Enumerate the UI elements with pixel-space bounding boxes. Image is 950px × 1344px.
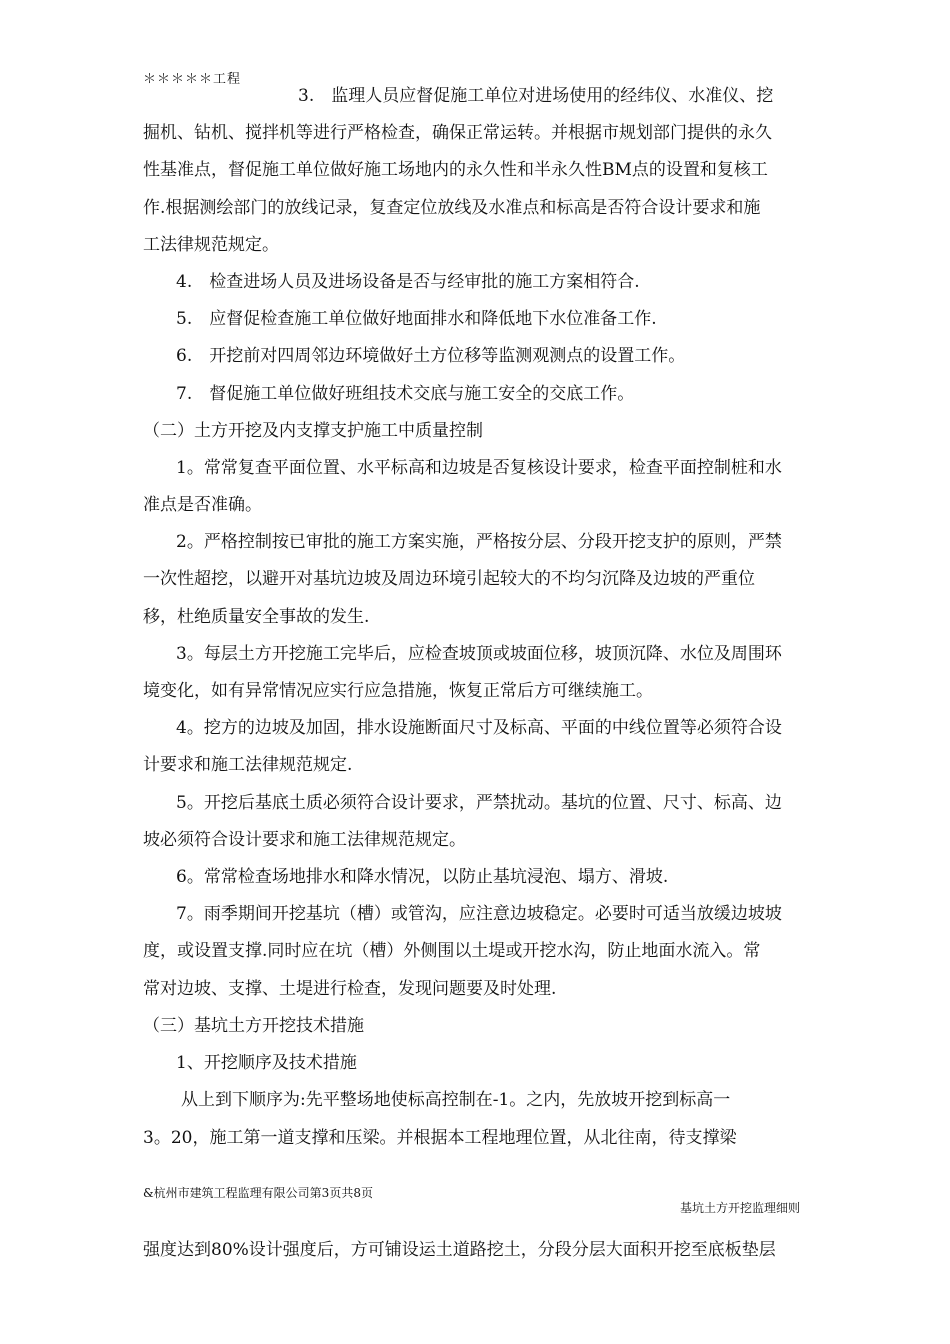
text-line: 7. 督促施工单位做好班组技术交底与施工安全的交底工作。	[176, 384, 635, 404]
text-line: 5. 应督促检查施工单位做好地面排水和降低地下水位准备工作.	[176, 309, 657, 329]
section-heading: （三）基坑土方开挖技术措施	[143, 1016, 364, 1036]
text-line: 3. 监理人员应督促施工单位对进场使用的经纬仪、水准仪、挖	[298, 86, 774, 106]
text-line: 5。开挖后基底土质必须符合设计要求，严禁扰动。基坑的位置、尺寸、标高、边	[176, 793, 782, 813]
text-line: 一次性超挖，以避开对基坑边坡及周边环境引起较大的不均匀沉降及边坡的严重位	[143, 569, 755, 589]
text-line: 3。20，施工第一道支撑和压梁。并根据本工程地理位置，从北往南，待支撑梁	[143, 1128, 737, 1148]
text-line: 3。每层土方开挖施工完毕后，应检查坡顶或坡面位移，坡顶沉降、水位及周围环	[176, 644, 782, 664]
text-line: 6. 开挖前对四周邻边环境做好土方位移等监测观测点的设置工作。	[176, 346, 686, 366]
text-line: 掘机、钻机、搅拌机等进行严格检查，确保正常运转。并根据市规划部门提供的永久	[143, 123, 772, 143]
text-line: 强度达到80%设计强度后，方可铺设运土道路挖土，分段分层大面积开挖至底板垫层	[143, 1240, 776, 1260]
text-line: 4。挖方的边坡及加固，排水设施断面尺寸及标高、平面的中线位置等必须符合设	[176, 718, 782, 738]
running-header: ＊＊＊＊＊工程	[143, 72, 242, 87]
text-line: 境变化，如有异常情况应实行应急措施，恢复正常后方可继续施工。	[143, 681, 653, 701]
text-line: 从上到下顺序为:先平整场地使标高控制在-1。之内，先放坡开挖到标高一	[181, 1090, 731, 1110]
text-line: 坡必须符合设计要求和施工法律规范规定。	[143, 830, 466, 850]
text-line: 1。常常复查平面位置、水平标高和边坡是否复核设计要求，检查平面控制桩和水	[176, 458, 782, 478]
footer-doc-title: 基坑土方开挖监理细则	[680, 1201, 801, 1215]
text-line: 2。严格控制按已审批的施工方案实施，严格按分层、分段开挖支护的原则，严禁	[176, 532, 782, 552]
text-line: 计要求和施工法律规范规定.	[143, 755, 353, 775]
subsection-heading: 1、开挖顺序及技术措施	[176, 1053, 357, 1073]
text-line: 准点是否准确。	[143, 495, 262, 515]
footer-company-page: &杭州市建筑工程监理有限公司第3页共8页	[143, 1186, 373, 1200]
text-line: 工法律规范规定。	[143, 235, 279, 255]
text-line: 常对边坡、支撑、土堤进行检查，发现问题要及时处理.	[143, 979, 557, 999]
text-line: 移，杜绝质量安全事故的发生.	[143, 607, 370, 627]
text-line: 4. 检查进场人员及进场设备是否与经审批的施工方案相符合.	[176, 272, 640, 292]
text-line: 度，或设置支撑.同时应在坑（槽）外侧围以土堤或开挖水沟，防止地面水流入。常	[143, 941, 761, 961]
text-line: 6。常常检查场地排水和降水情况，以防止基坑浸泡、塌方、滑坡.	[176, 867, 669, 887]
section-heading: （二）土方开挖及内支撑支护施工中质量控制	[143, 421, 483, 441]
text-line: 7。雨季期间开挖基坑（槽）或管沟，应注意边坡稳定。必要时可适当放缓边坡坡	[176, 904, 782, 924]
text-line: 作.根据测绘部门的放线记录，复查定位放线及水准点和标高是否符合设计要求和施	[143, 198, 761, 218]
text-line: 性基准点，督促施工单位做好施工场地内的永久性和半永久性BM点的设置和复核工	[143, 160, 768, 180]
